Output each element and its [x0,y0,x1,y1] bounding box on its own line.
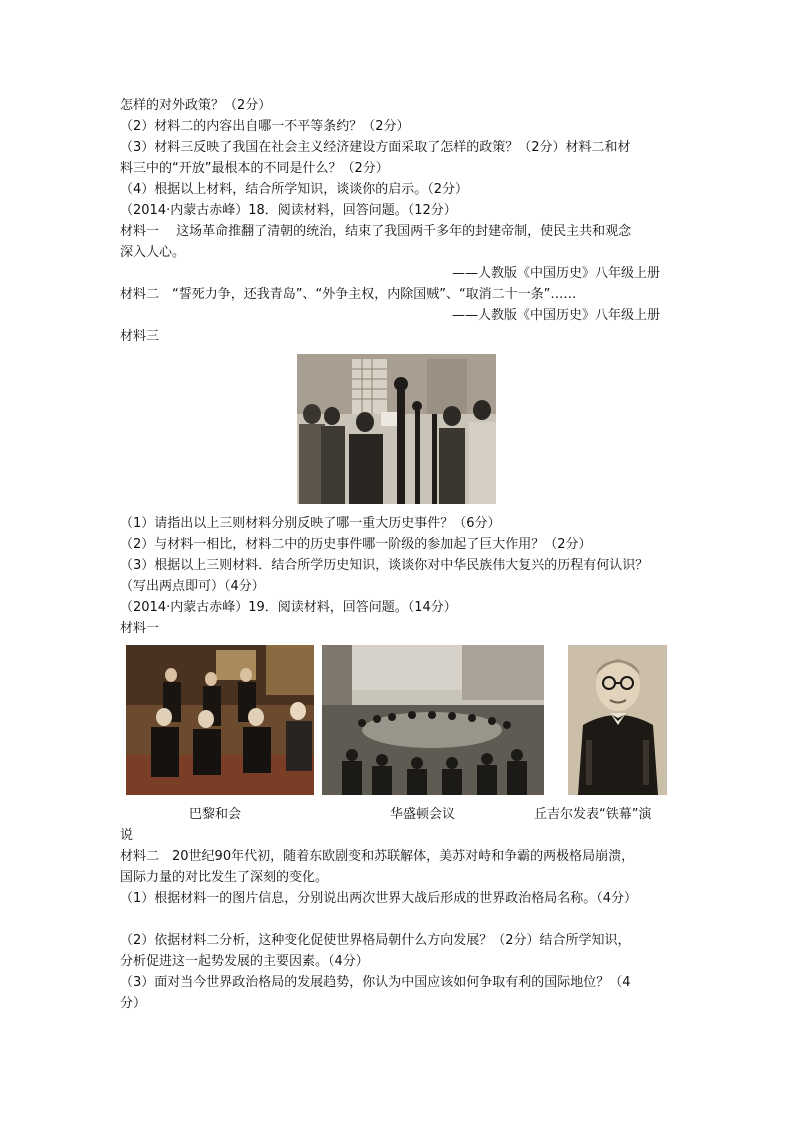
churchill-photo [568,645,667,795]
question: （1）根据材料一的图片信息，分别说出两次世界大战后形成的世界政治格局名称。（4分） [120,891,638,906]
material-three-label: 材料三 [120,329,160,344]
material-two: 材料二 20世纪90年代初，随着东欧剧变和苏联解体，美苏对峙和争霸的两极格局崩溃， [120,849,635,864]
question: （2）依据材料二分析，这种变化促使世界格局朝什么方向发展？（2分）结合所学知识， [120,933,631,948]
material-two: 材料二 “誓死力争，还我青岛”、“外争主权，内除国贼”、“取消二十一条”…… [120,287,577,302]
photo-caption: 华盛顿会议 [390,807,456,822]
source-citation: ——人教版《中国历史》八年级上册 [452,308,661,323]
question: （写出两点即可）（4分） [120,579,265,594]
question-header: （2014·内蒙古赤峰）18．阅读材料，回答问题。（12分） [120,203,457,218]
material-one-label: 材料一 [120,621,160,636]
paris-peace-conference-photo [126,645,314,795]
question: （1）请指出以上三则材料分别反映了哪一重大历史事件？（6分） [120,516,501,531]
source-citation: ——人教版《中国历史》八年级上册 [452,266,661,281]
question: 分析促进这一起势发展的主要因素。（4分） [120,954,369,969]
washington-conference-photo [322,645,544,795]
text-line: 怎样的对外政策？（2分） [120,98,272,113]
text-line: 深入人心。 [120,245,186,260]
question: （3）面对当今世界政治格局的发展趋势，你认为中国应该如何争取有利的国际地位？（4 [120,975,631,990]
text-line: 国际力量的对比发生了深刻的变化。 [120,870,329,885]
text-line: （2）材料二的内容出自哪一不平等条约？（2分） [120,119,410,134]
question: （3）根据以上三则材料．结合所学历史知识，谈谈你对中华民族伟大复兴的历程有何认识？ [120,558,649,573]
text-line: 料三中的“开放”最根本的不同是什么？（2分） [120,161,389,176]
question-header: （2014·内蒙古赤峰）19．阅读材料，回答问题。（14分） [120,600,457,615]
text-line: （4）根据以上材料，结合所学知识，谈谈你的启示。（2分） [120,182,469,197]
material-one: 材料一 这场革命推翻了清朝的统治，结束了我国两千多年的封建帝制，使民主共和观念 [120,224,632,239]
question: （2）与材料一相比，材料二中的历史事件哪一阶级的参加起了巨大作用？（2分） [120,537,592,552]
photo-caption: 巴黎和会 [189,807,242,822]
text-line: （3）材料三反映了我国在社会主义经济建设方面采取了怎样的政策？（2分）材料二和材 [120,140,631,155]
photo-caption-continued: 说 [120,828,134,843]
question: 分） [120,996,147,1011]
photo-caption: 丘吉尔发表“铁幕”演 [534,807,652,822]
founding-ceremony-photo [297,354,496,504]
